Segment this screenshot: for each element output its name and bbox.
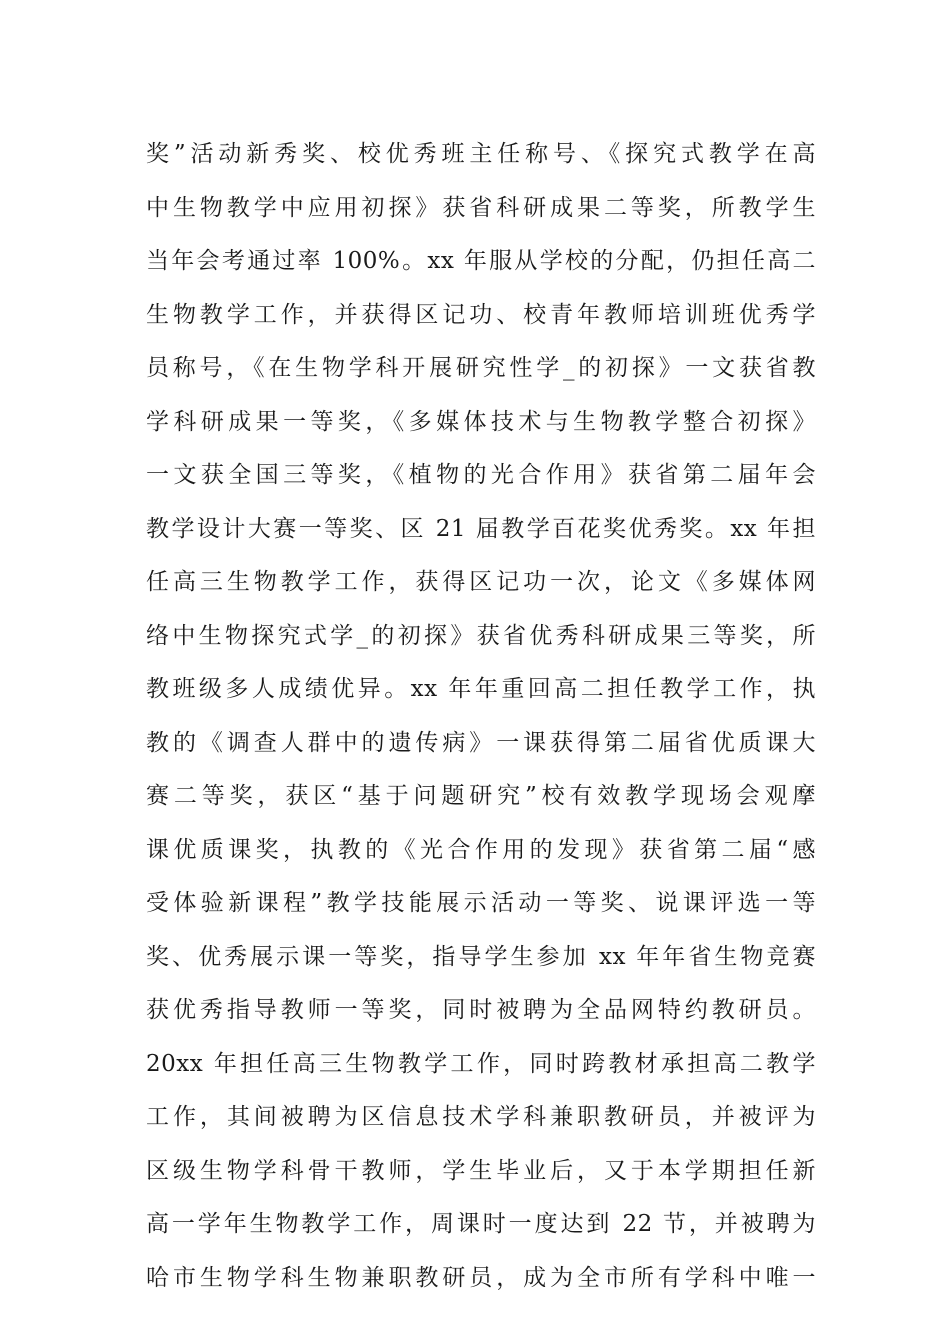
text-line: 络中生物探究式学_的初探》获省优秀科研成果三等奖，所 — [146, 622, 816, 649]
text-line: 教班级多人成绩优异。xx 年年重回高二担任教学工作，执 — [146, 676, 816, 702]
text-line: 员称号，《在生物学科开展研究性学_的初探》一文获省教 — [146, 355, 816, 381]
text-line: 学科研成果一等奖，《多媒体技术与生物教学整合初探》 — [146, 408, 816, 435]
text-line: 赛二等奖，获区“基于问题研究”校有效教学现场会观摩 — [146, 783, 816, 809]
text-line: 受体验新课程”教学技能展示活动一等奖、说课评选一等 — [146, 890, 816, 916]
text-line: 教学设计大赛一等奖、区 21 届教学百花奖优秀奖。xx 年担 — [146, 515, 816, 542]
text-line: 一文获全国三等奖，《植物的光合作用》获省第二届年会 — [146, 462, 816, 488]
text-line: 区级生物学科骨干教师，学生毕业后，又于本学期担任新 — [146, 1157, 816, 1184]
text-line: 课优质课奖，执教的《光合作用的发现》获省第二届“感 — [146, 836, 816, 863]
text-line: 哈市生物学科生物兼职教研员，成为全市所有学科中唯一 — [146, 1264, 816, 1291]
text-line: 当年会考通过率 100%。xx 年服从学校的分配，仍担任高二 — [146, 248, 816, 274]
text-line: 教的《调查人群中的遗传病》一课获得第二届省优质课大 — [146, 729, 816, 756]
text-line: 中生物教学中应用初探》获省科研成果二等奖，所教学生 — [146, 194, 816, 221]
text-line: 奖、优秀展示课一等奖，指导学生参加 xx 年年省生物竞赛 — [146, 943, 816, 970]
text-line: 工作，其间被聘为区信息技术学科兼职教研员，并被评为 — [146, 1104, 816, 1130]
body-paragraph — [146, 128, 816, 1305]
text-line: 任高三生物教学工作，获得区记功一次，论文《多媒体网 — [146, 569, 816, 595]
text-line: 获优秀指导教师一等奖，同时被聘为全品网特约教研员。 — [146, 997, 816, 1023]
text-line: 奖”活动新秀奖、校优秀班主任称号、《探究式教学在高 — [146, 141, 816, 167]
text-line: 生物教学工作，并获得区记功、校青年教师培训班优秀学 — [146, 301, 816, 328]
text-line: 20xx 年担任高三生物教学工作，同时跨教材承担高二教学 — [146, 1050, 816, 1077]
text-line: 高一学年生物教学工作，周课时一度达到 22 节，并被聘为 — [146, 1211, 816, 1237]
